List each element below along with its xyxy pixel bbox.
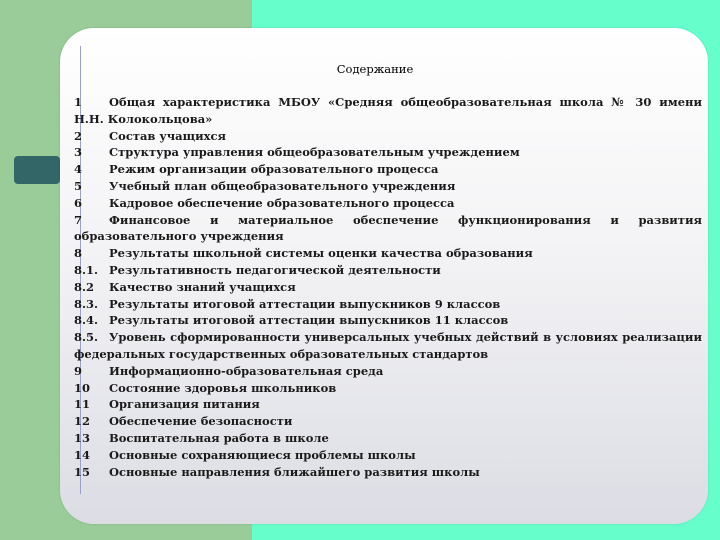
toc-item-text: Кадровое обеспечение образовательного процесса [109, 195, 455, 210]
toc-item-number: 6 [74, 195, 83, 210]
toc-item [74, 329, 702, 346]
toc-item-number: 10 [74, 380, 91, 395]
toc-item [74, 464, 702, 481]
toc-item-text: Результаты школьной системы оценки качества образования [109, 246, 533, 261]
toc-item-number: 8.1. [74, 262, 99, 277]
toc-item [74, 380, 702, 397]
toc-item-number: 14 [74, 447, 91, 462]
toc-item-text: Информационно-образовательная среда [109, 363, 384, 378]
toc-item-text: Уровень сформированности универсальных учебных действий в условиях реализации [109, 330, 702, 345]
toc-item-text: Структура управления общеобразовательным учреждением [109, 145, 520, 160]
toc-item-text: Состав учащихся [109, 128, 226, 143]
toc-item-text: Учебный план общеобразовательного учреждения [109, 178, 456, 193]
toc-item [74, 296, 702, 313]
toc-item [74, 312, 702, 329]
toc-item-text: Качество знаний учащихся [109, 279, 296, 294]
toc-item-text: Результативность педагогической деятельности [109, 262, 441, 277]
toc-item-text: Воспитательная работа в школе [109, 430, 329, 445]
toc-item-continuation: образовательного учреждения [74, 229, 284, 244]
toc-item-number: 15 [74, 464, 91, 479]
toc-item-continuation: Н.Н. Колокольцова» [74, 111, 213, 126]
toc-item [74, 262, 702, 279]
slide-marker [14, 156, 60, 184]
toc-item [74, 128, 702, 145]
toc-item-number: 11 [74, 397, 91, 412]
toc-item [74, 94, 702, 111]
toc-item-number: 1 [74, 95, 83, 109]
toc-item [74, 363, 702, 380]
page-title: Содержание [336, 62, 414, 76]
toc-item-text: Результаты итоговой аттестации выпускников 9 классов [109, 296, 501, 311]
toc-item-number: 8.3. [74, 296, 99, 311]
toc-item-number: 2 [74, 128, 83, 143]
table-of-contents [74, 94, 702, 480]
toc-item [74, 396, 702, 413]
toc-item-number: 8.2 [74, 279, 95, 294]
toc-item-text: Финансовое и материальное обеспечение функционирования и развития [109, 212, 702, 227]
toc-item [74, 279, 702, 296]
toc-item-number: 5 [74, 178, 83, 193]
toc-item-number: 3 [74, 145, 83, 160]
toc-item [74, 245, 702, 262]
toc-item-number: 12 [74, 414, 91, 429]
toc-item-text: Обеспечение безопасности [109, 414, 293, 429]
toc-item-number: 8 [74, 246, 83, 261]
toc-item-text: Основные направления ближайшего развития школы [109, 464, 480, 479]
toc-item-number: 4 [74, 162, 83, 177]
toc-item-text: Организация питания [109, 397, 260, 412]
toc-item-number: 9 [74, 363, 83, 378]
toc-item-text: Общая характеристика МБОУ «Средняя общеобразовательная школа № 30 имени [109, 95, 702, 109]
toc-item [74, 144, 702, 161]
toc-item [74, 178, 702, 195]
toc-item-continuation: федеральных государственных образовательных стандартов [74, 346, 489, 361]
toc-item [74, 161, 702, 178]
toc-item [74, 195, 702, 212]
toc-item [74, 430, 702, 447]
toc-item [74, 447, 702, 464]
toc-item-text: Основные сохраняющиеся проблемы школы [109, 447, 416, 462]
toc-item-text: Режим организации образовательного процесса [109, 162, 439, 177]
toc-item [74, 212, 702, 229]
toc-item-text: Результаты итоговой аттестации выпускников 11 классов [109, 313, 509, 328]
toc-item-number: 7 [74, 212, 83, 227]
toc-item [74, 413, 702, 430]
toc-item-number: 8.4. [74, 313, 99, 328]
toc-item-text: Состояние здоровья школьников [109, 380, 337, 395]
toc-item-number: 13 [74, 430, 91, 445]
toc-item-number: 8.5. [74, 330, 99, 345]
